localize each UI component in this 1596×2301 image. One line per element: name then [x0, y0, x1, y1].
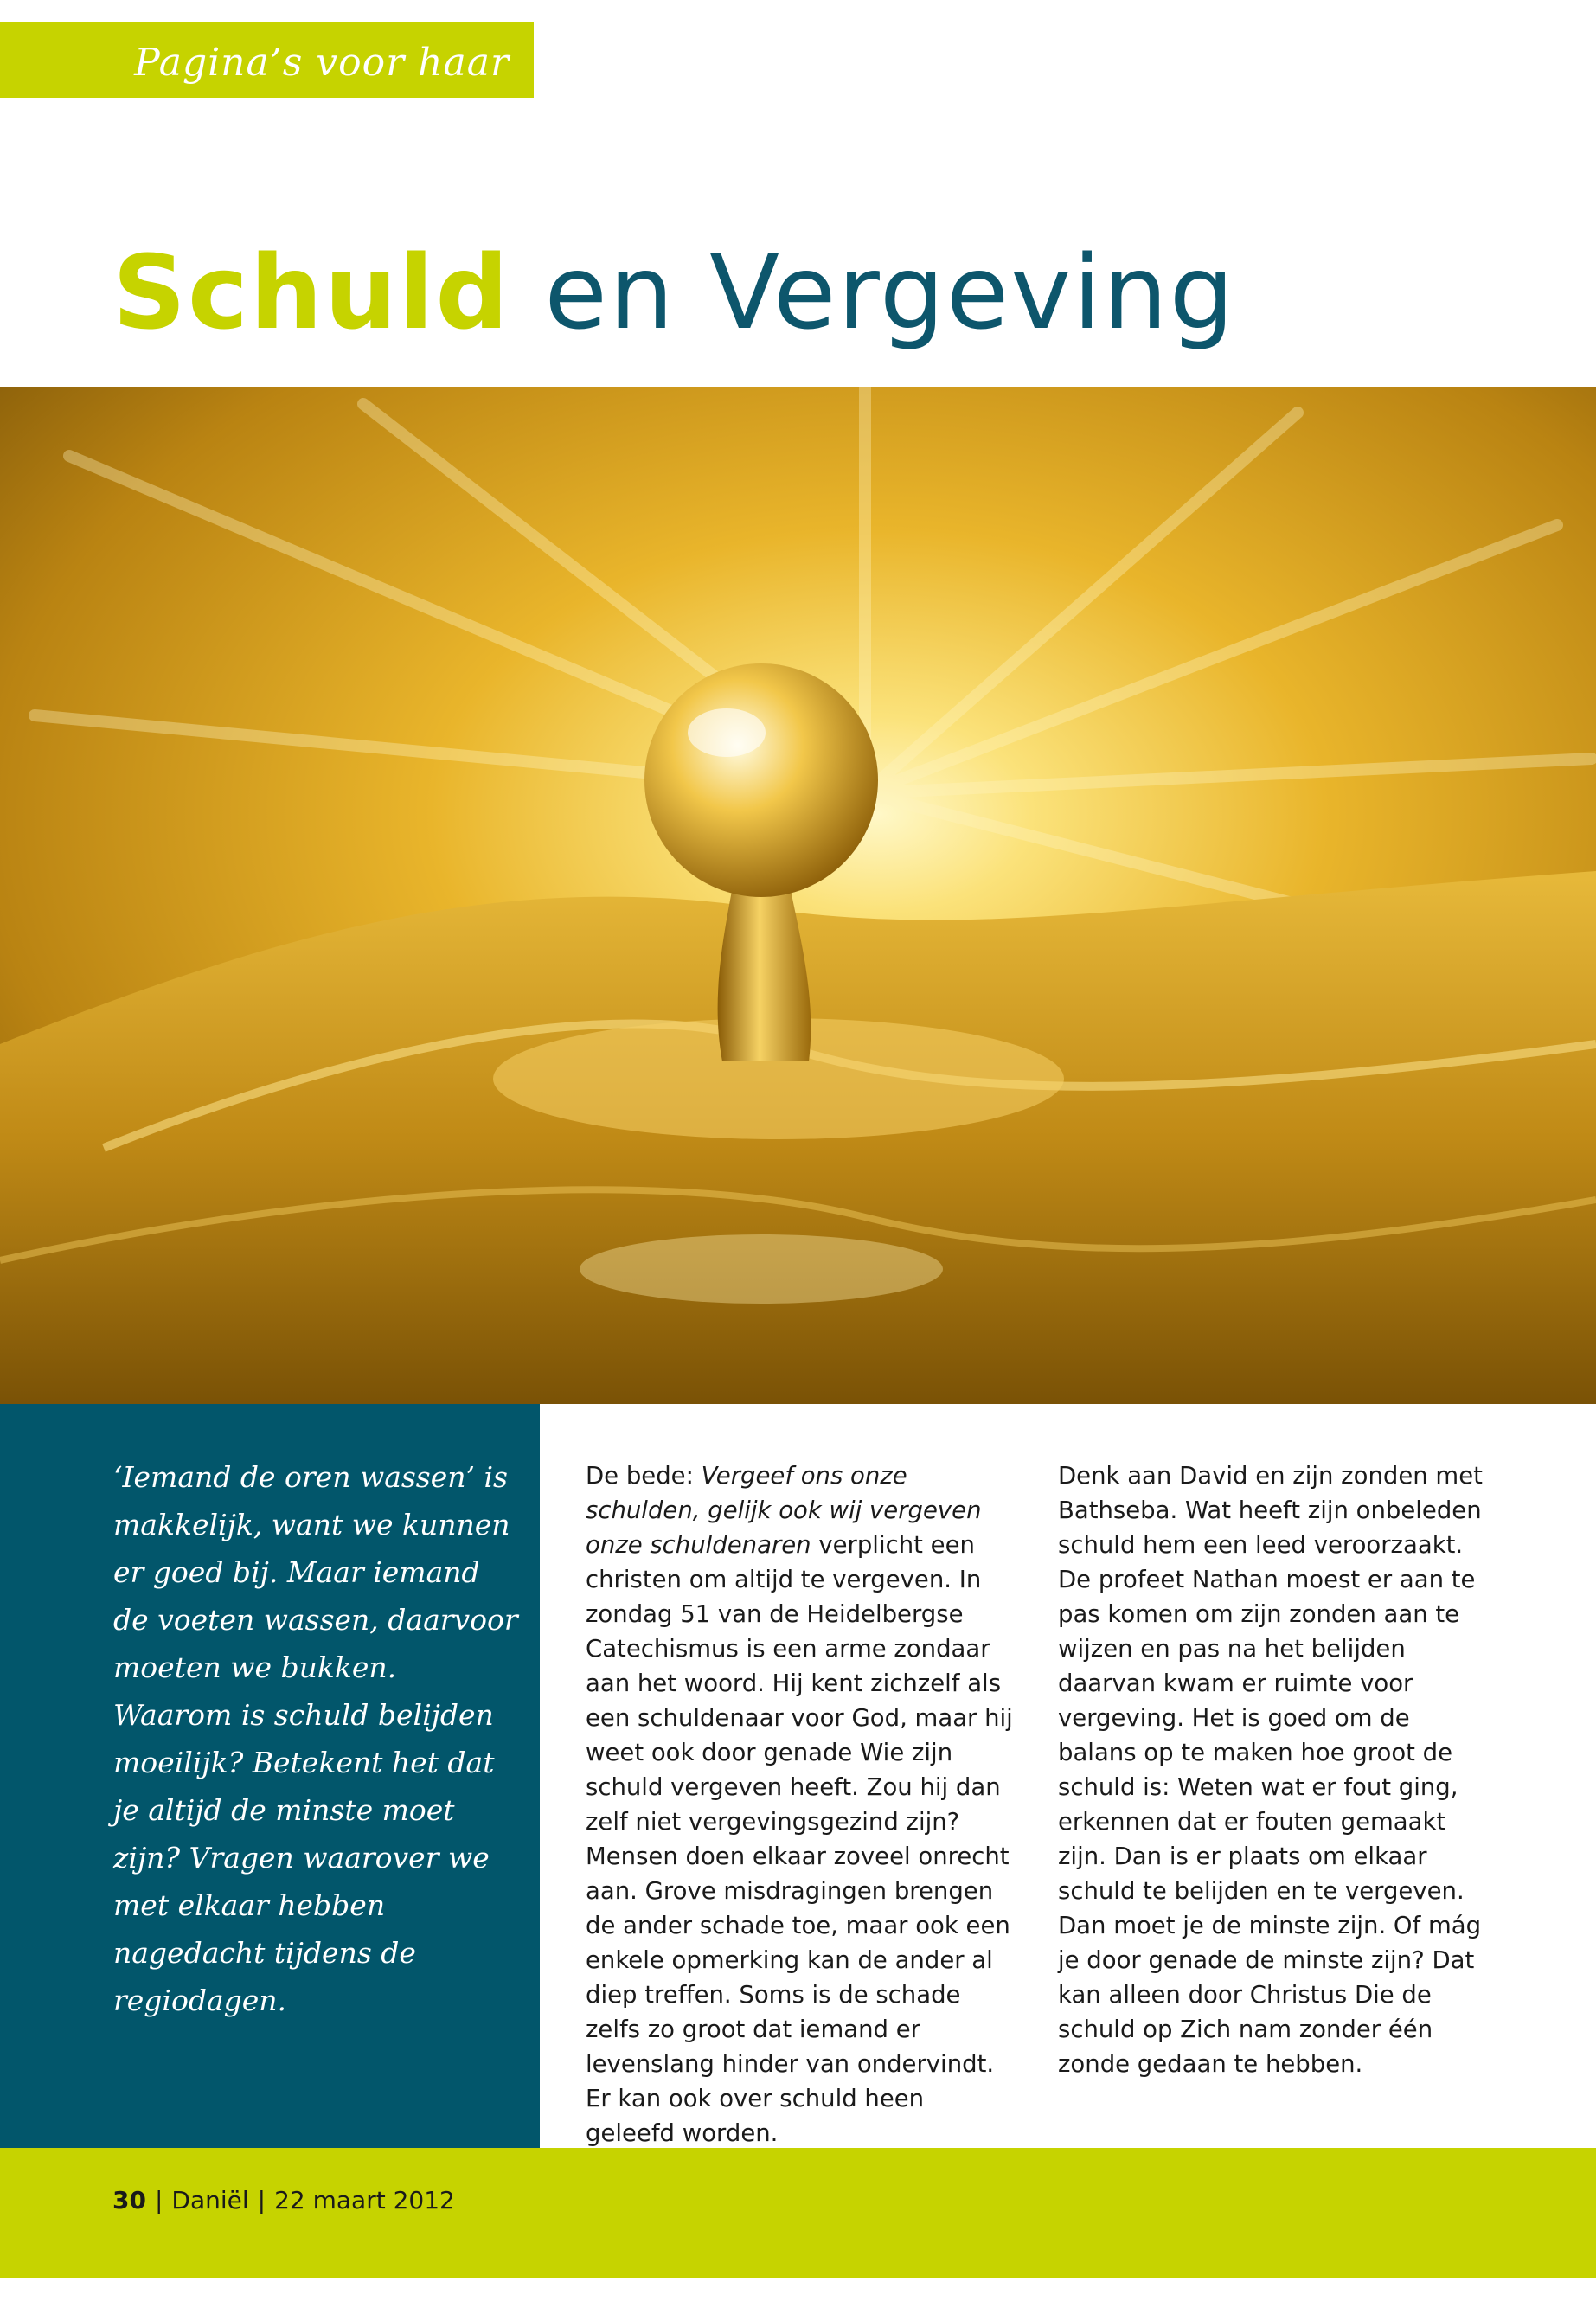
column-2-quote: Vergeef ons onze schulden, gelijk ook wij vergeven onze schuldenaren	[586, 1462, 982, 1559]
footer-separator-2: |	[257, 2186, 266, 2214]
intro-panel	[0, 1404, 540, 2148]
hero-illustration	[0, 387, 1596, 1404]
title-rest: en Vergeving	[544, 233, 1236, 352]
article-column-2	[586, 1458, 1018, 2150]
column-2-body: verplicht een christen om altijd te vergeven. In zondag 51 van de Heidelbergse Catechismus is een arme zondaar aan het woord. Hij kent zichzelf als een schuldenaar voor God, maar hij weet ook door genade Wie zijn schuld vergeven heeft. Zou hij dan zelf niet vergevingsgezind zijn? Mensen doen elkaar zoveel onrecht aan. Grove misdragingen brengen de ander schade toe, maar ook een enkele opmerking kan de ander al diep treffen. Soms is de schade zelfs zo groot dat iemand er levenslang hinder van ondervindt. Er kan ook over schuld heen geleefd worden.	[586, 1531, 1013, 2147]
title-accent: Schuld	[112, 233, 510, 352]
footer-separator-1: |	[154, 2186, 163, 2214]
footer-bar	[0, 2148, 1596, 2278]
page-number: 30	[112, 2186, 146, 2214]
footer-line	[112, 2186, 455, 2214]
page-title	[112, 232, 1236, 355]
golden-droplet-photo	[0, 387, 1596, 1404]
column-2-lead: De bede:	[586, 1462, 702, 1490]
magazine-name: Daniël	[171, 2186, 249, 2214]
section-tab	[0, 22, 534, 98]
section-label: Pagina’s voor haar	[134, 41, 510, 85]
issue-date: 22 maart 2012	[274, 2186, 455, 2214]
intro-text: ‘Iemand de oren wassen’ is makkelijk, want we kunnen er goed bij. Maar iemand de voeten wassen, daarvoor moeten we bukken. Waarom is schuld belijden moeilijk? Betekent het dat je altijd de minste moet zijn? Vragen waarover we met elkaar hebben nagedacht tijdens de regiodagen.	[113, 1460, 518, 2017]
article-column-3: Denk aan David en zijn zonden met Bathseba. Wat heeft zijn onbeleden schuld hem een leed veroorzaakt. De profeet Nathan moest er aan te pas komen om zijn zonden aan te wijzen en pas na het belijden daarvan kwam er ruimte voor vergeving. Het is goed om de balans op te maken hoe groot de schuld is: Weten wat er fout ging, erkennen dat er fouten gemaakt zijn. Dan is er plaats om elkaar schuld te belijden en te vergeven. Dan moet je de minste zijn. Of mág je door genade de minste zijn? Dat kan alleen door Christus Die de schuld op Zich nam zonder één zonde gedaan te hebben.	[1058, 1462, 1483, 2078]
